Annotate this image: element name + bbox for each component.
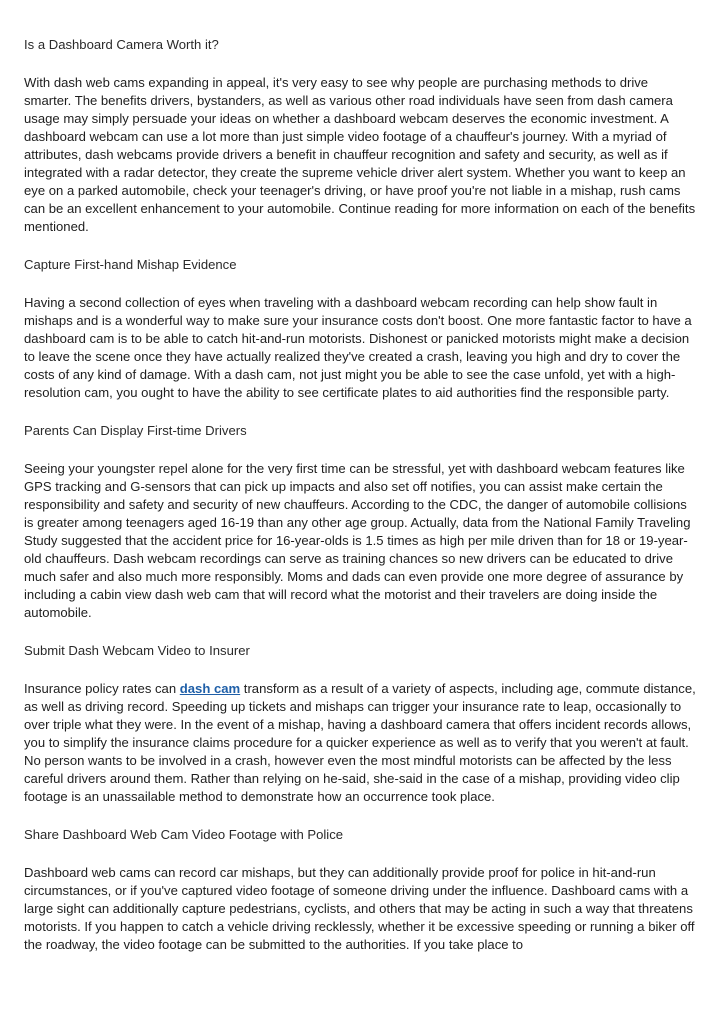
section-heading-share-with-police: Share Dashboard Web Cam Video Footage with Police bbox=[24, 827, 344, 842]
document-title: Is a Dashboard Camera Worth it? bbox=[24, 37, 219, 52]
intro-paragraph: With dash web cams expanding in appeal, it's very easy to see why people are purchasing methods to drive smarter. The benefits drivers, bystanders, as well as various other road individuals have seen from dash camera usage may simply persuade your ideas on whether a dashboard webcam deserves the economic investment. A dashboard webcam can use a lot more than just simple video footage of a chauffeur's journey. With a myriad of attributes, dash webcams provide drivers a benefit in chauffeur recognition and safety and security, as well as if integrated with a radar detector, they create the supreme vehicle driver alert system. Whether you want to keep an eye on a parked automobile, check your teenager's driving, or have proof you're not liable in a mishap, rush cams can be an excellent enhancement to your automobile. Continue reading for more information on each of the benefits mentioned. bbox=[24, 75, 696, 234]
section-body-share-with-police: Dashboard web cams can record car mishaps, but they can additionally provide proof for police in hit-and-run circumstances, or if you've captured video footage of someone driving under the influence. Dashboard cams with a large sight can additionally capture pedestrians, cyclists, and others that may be acting in such a way that threatens motorists. If you happen to catch a vehicle driving recklessly, whether it be excessive speeding or running a biker off the roadway, the video footage can be submitted to the authorities. If you take place to bbox=[24, 865, 695, 952]
dash-cam-link[interactable]: dash cam bbox=[179, 681, 241, 696]
section-body-submit-to-insurer bbox=[24, 680, 696, 806]
section-body-parents-monitor: Seeing your youngster repel alone for the very first time can be stressful, yet with dashboard webcam features like GPS tracking and G-sensors that can pick up impacts and also set off notifies, you can assist make certain the responsibility and safety and security of new chauffeurs. According to the CDC, the danger of automobile collisions is greater among teenagers aged 16-19 than any other age group. Actually, data from the National Family Traveling Study suggested that the accident price for 16-year-olds is 1.5 times as high per mile driven than for 18 or 19-year-old chauffeurs. Dash webcam recordings can serve as training chances so new drivers can be educated to drive much safer and also much more responsibly. Moms and dads can even provide one more degree of assurance by including a cabin view dash web cam that will record what the motorist and their travelers are doing inside the automobile. bbox=[24, 461, 691, 620]
section-body-capture-evidence: Having a second collection of eyes when traveling with a dashboard webcam recording can help show fault in mishaps and is a wonderful way to make sure your insurance costs don't boost. One more fantastic factor to have a dashboard cam is to be able to catch hit-and-run motorists. Dishonest or panicked motorists might make a decision to leave the scene once they have actually realized they've created a crash, leaving you high and dry to cover the costs of any kind of damage. With a dash cam, not just might you be able to see the case unfold, yet with a high-resolution cam, you ought to have the ability to see certificate plates to aid authorities find the responsible party. bbox=[24, 295, 692, 400]
section-body-text-before-link: Insurance policy rates can bbox=[24, 681, 180, 696]
document-page bbox=[24, 36, 696, 974]
section-heading-parents-monitor: Parents Can Display First-time Drivers bbox=[24, 423, 247, 438]
section-body-text-after-link: transform as a result of a variety of aspects, including age, commute distance, as well as driving record. Speeding up tickets and mishaps can trigger your insurance rate to leap, occasionally to over triple what they were. In the event of a mishap, having a dashboard camera that offers incident records allows, you to simplify the insurance claims procedure for a quicker experience as well as to verify that you weren't at fault. No person wants to be involved in a crash, however even the most mindful motorists can be affected by the less careful drivers around them. Rather than relying on he-said, she-said in the case of a mishap, providing video clip footage is an unassailable method to demonstrate how an occurrence took place. bbox=[24, 681, 696, 804]
section-heading-submit-to-insurer: Submit Dash Webcam Video to Insurer bbox=[24, 643, 250, 658]
section-heading-capture-evidence: Capture First-hand Mishap Evidence bbox=[24, 257, 237, 272]
